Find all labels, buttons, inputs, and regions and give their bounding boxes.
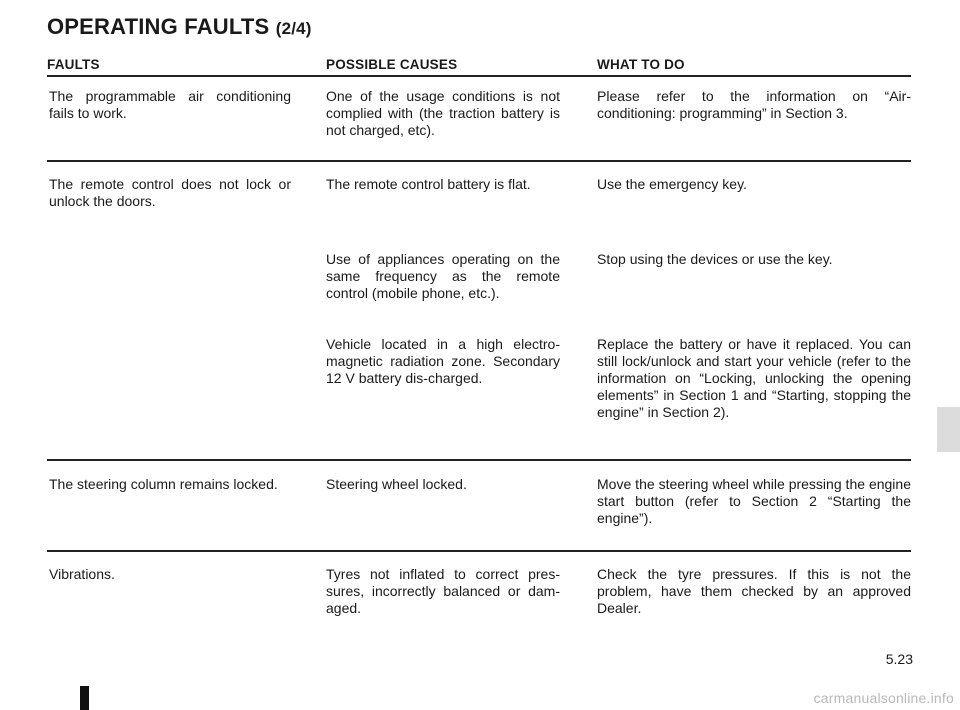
watermark: carmanualsonline.info <box>813 690 954 706</box>
cause-cell: Tyres not inflated to correct pres-sures, incorrectly balanced or dam-aged. <box>326 566 560 616</box>
section-tab <box>937 407 960 452</box>
fault-cell: The steering column remains locked. <box>49 476 278 492</box>
action-cell: Use the emergency key. <box>597 176 747 192</box>
action-cell: Stop using the devices or use the key. <box>597 251 833 267</box>
column-header-faults: FAULTS <box>47 57 100 72</box>
page-marker <box>80 686 89 710</box>
fault-cell: The remote control does not lock or unlock the doors. <box>49 176 291 209</box>
row-divider <box>47 550 911 552</box>
action-cell: Check the tyre pressures. If this is not the problem, have them checked by an approved Dealer. <box>597 566 911 616</box>
column-header-causes: POSSIBLE CAUSES <box>326 57 458 72</box>
cause-cell: One of the usage conditions is not complied with (the traction battery is not charged, etc). <box>326 88 560 138</box>
title-text: OPERATING FAULTS <box>47 14 270 39</box>
column-header-what-to-do: WHAT TO DO <box>597 57 685 72</box>
fault-cell: Vibrations. <box>49 566 115 582</box>
action-cell: Move the steering wheel while pressing the engine start button (refer to Section 2 “Starting the engine”). <box>597 476 911 526</box>
cause-cell: Vehicle located in a high electro-magnetic radiation zone. Secondary 12 V battery dis-charged. <box>326 336 560 386</box>
fault-cell: The programmable air conditioning fails to work. <box>49 88 291 121</box>
title-suffix: (2/4) <box>275 19 312 38</box>
action-cell: Replace the battery or have it replaced. You can still lock/unlock and start your vehicle (refer to the information on “Locking, unlocking the opening elements” in Section 1 and “Starting, stopping the engine” in Section 2). <box>597 336 911 420</box>
header-divider <box>47 75 911 77</box>
cause-cell: Use of appliances operating on the same frequency as the remote control (mobile phone, etc.). <box>326 251 560 301</box>
row-divider <box>47 459 911 461</box>
page-title <box>47 14 312 40</box>
cause-cell: The remote control battery is flat. <box>326 176 531 192</box>
cause-cell: Steering wheel locked. <box>326 476 467 492</box>
page-number: 5.23 <box>885 651 913 667</box>
row-divider <box>47 160 911 162</box>
action-cell: Please refer to the information on “Air-conditioning: programming” in Section 3. <box>597 88 911 121</box>
